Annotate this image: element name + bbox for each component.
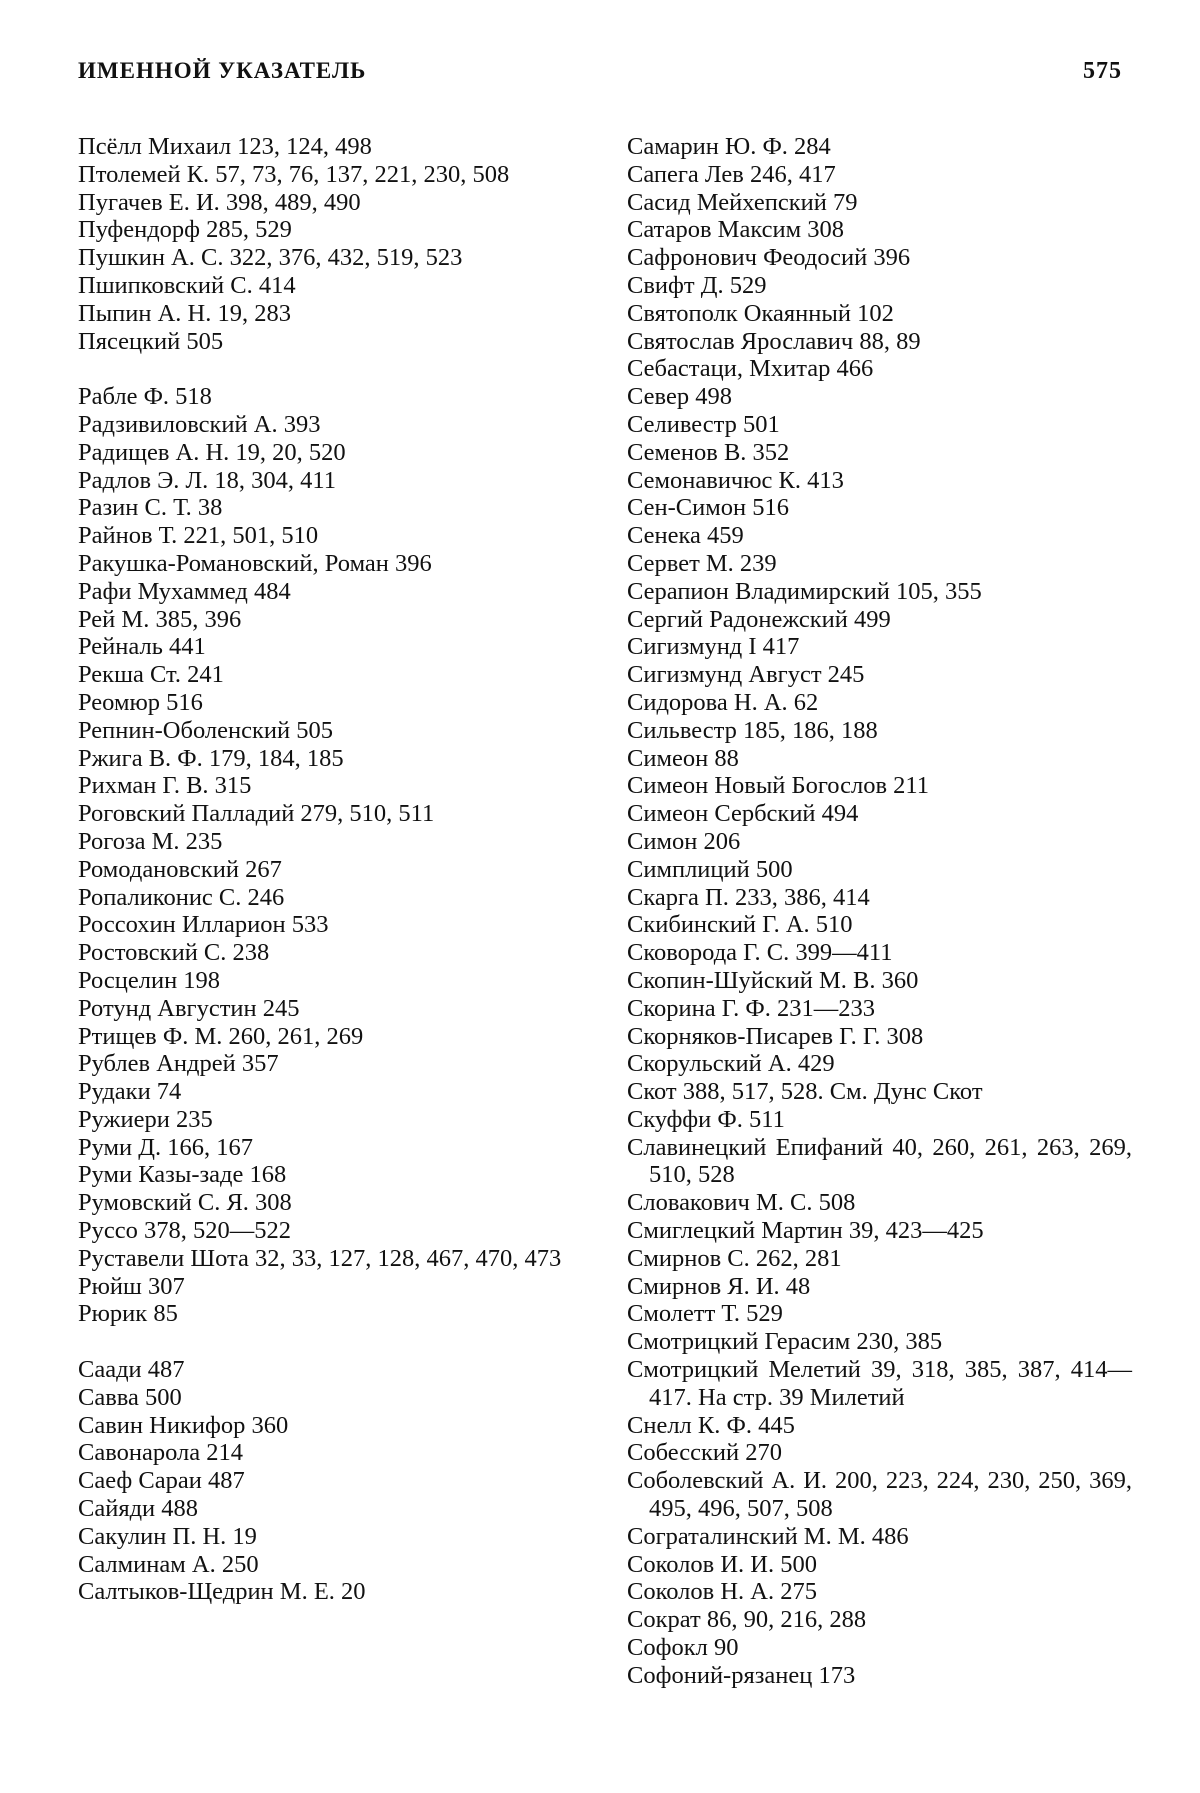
- index-entry: Серапион Владимирский 105, 355: [627, 577, 982, 605]
- index-entry: Рублев Андрей 357: [78, 1050, 279, 1078]
- index-entry: Саеф Сараи 487: [78, 1467, 245, 1495]
- index-entry: Сапега Лев 246, 417: [627, 160, 836, 188]
- index-entry: Симеон Новый Богослов 211: [627, 772, 930, 800]
- index-entry: Сафронович Феодосий 396: [627, 244, 911, 272]
- index-entry: Салминам А. 250: [78, 1550, 259, 1578]
- letter-group-gap: [78, 355, 583, 383]
- index-entry: Ротунд Августин 245: [78, 994, 300, 1022]
- index-entry: Сасид Мейхепский 79: [627, 188, 858, 216]
- index-entry: Салтыков-Щедрин М. Е. 20: [78, 1578, 366, 1606]
- index-entry: Рей М. 385, 396: [78, 605, 242, 633]
- index-entry: Реомюр 516: [78, 688, 203, 716]
- index-entry: Пясецкий 505: [78, 327, 224, 355]
- index-entry: Пушкин А. С. 322, 376, 432, 519, 523: [78, 244, 463, 272]
- index-entry: Ружиери 235: [78, 1105, 213, 1133]
- index-entry: Соколов Н. А. 275: [627, 1578, 817, 1606]
- index-entry: Софокл 90: [627, 1634, 739, 1662]
- running-head: [78, 58, 1122, 92]
- index-entry: Пшипковский С. 414: [78, 271, 296, 299]
- index-entry: Симеон 88: [627, 744, 739, 772]
- index-entry: Рабле Ф. 518: [78, 383, 212, 411]
- index-entry: Сковорода Г. С. 399—411: [627, 939, 893, 967]
- index-entry: Скорняков-Писарев Г. Г. 308: [627, 1022, 924, 1050]
- index-entry: Руставели Шота 32, 33, 127, 128, 467, 470, 473: [78, 1244, 562, 1272]
- index-entry: Скарга П. 233, 386, 414: [627, 883, 870, 911]
- index-entry: Смолетт Т. 529: [627, 1300, 783, 1328]
- index-entry: Сограталинский М. М. 486: [627, 1522, 909, 1550]
- index-entry: Савонарола 214: [78, 1439, 244, 1467]
- index-entry: Смиглецкий Мартин 39, 423—425: [627, 1217, 984, 1245]
- index-entry: Сенека 459: [627, 522, 744, 550]
- index-entry: Сакулин П. Н. 19: [78, 1522, 257, 1550]
- index-entry: Сигизмунд I 417: [627, 633, 800, 661]
- index-entry: Ростовский С. 238: [78, 939, 270, 967]
- index-entry: Свифт Д. 529: [627, 271, 767, 299]
- index-entry: Скорульский А. 429: [627, 1050, 835, 1078]
- index-entry: Сатаров Максим 308: [627, 216, 844, 244]
- index-entry: Софоний-рязанец 173: [627, 1661, 856, 1689]
- running-head-title: ИМЕННОЙ УКАЗАТЕЛЬ: [78, 58, 367, 83]
- index-entry: Смотрицкий Мелетий 39, 318, 385, 387, 414—417. На стр. 39 Милетий: [627, 1356, 1132, 1411]
- index-entry: Север 498: [627, 383, 732, 411]
- index-entry: Симон 206: [627, 827, 741, 855]
- index-entry: Пуфендорф 285, 529: [78, 216, 292, 244]
- index-entry: Рудаки 74: [78, 1078, 182, 1106]
- index-entry: Скорина Г. Ф. 231—233: [627, 994, 875, 1022]
- index-entry: Сайяди 488: [78, 1495, 199, 1523]
- index-entry: Святослав Ярославич 88, 89: [627, 327, 921, 355]
- index-entry: Скуффи Ф. 511: [627, 1105, 785, 1133]
- index-column-right: [627, 133, 1132, 1690]
- index-entry: Снелл К. Ф. 445: [627, 1411, 795, 1439]
- index-entry: Скибинский Г. А. 510: [627, 911, 853, 939]
- index-entry: Соколов И. И. 500: [627, 1550, 817, 1578]
- page-number: 575: [1083, 58, 1122, 84]
- index-entry: Симплиций 500: [627, 855, 793, 883]
- index-entry: Рекша Ст. 241: [78, 661, 224, 689]
- index-entry: Репнин-Оболенский 505: [78, 716, 333, 744]
- index-entry: Симеон Сербский 494: [627, 800, 859, 828]
- index-entry: Радлов Э. Л. 18, 304, 411: [78, 466, 337, 494]
- index-entry: Сен-Симон 516: [627, 494, 789, 522]
- index-entry: Райнов Т. 221, 501, 510: [78, 522, 319, 550]
- index-column-left: [78, 133, 583, 1606]
- index-entry: Сильвестр 185, 186, 188: [627, 716, 878, 744]
- index-entry: Семенов В. 352: [627, 438, 790, 466]
- index-entry: Радищев А. Н. 19, 20, 520: [78, 438, 346, 466]
- index-entry: Сидорова Н. А. 62: [627, 688, 819, 716]
- index-entry: Сократ 86, 90, 216, 288: [627, 1606, 867, 1634]
- index-entry: Руми Д. 166, 167: [78, 1133, 254, 1161]
- index-entry: Птолемей К. 57, 73, 76, 137, 221, 230, 508: [78, 160, 510, 188]
- index-entry: Себастаци, Мхитар 466: [627, 355, 874, 383]
- index-entry: Соболевский А. И. 200, 223, 224, 230, 250, 369, 495, 496, 507, 508: [627, 1467, 1132, 1523]
- index-entry: Рюйш 307: [78, 1272, 185, 1300]
- index-entry: Рогоза М. 235: [78, 827, 223, 855]
- index-entry: Разин С. Т. 38: [78, 494, 223, 522]
- index-entry: Савва 500: [78, 1383, 182, 1411]
- index-entry: Румовский С. Я. 308: [78, 1189, 292, 1217]
- index-entry: Роговский Палладий 279, 510, 511: [78, 800, 435, 828]
- index-entry: Россохин Илларион 533: [78, 911, 329, 939]
- index-entry: Семонавичюс К. 413: [627, 466, 844, 494]
- index-entry: Руми Казы-заде 168: [78, 1161, 287, 1189]
- index-entry: Рафи Мухаммед 484: [78, 577, 291, 605]
- index-entry: Пугачев Е. И. 398, 489, 490: [78, 188, 361, 216]
- index-entry: Сервет М. 239: [627, 549, 777, 577]
- index-entry: Словакович М. С. 508: [627, 1189, 856, 1217]
- index-entry: Сергий Радонежский 499: [627, 605, 891, 633]
- index-entry: Сигизмунд Август 245: [627, 661, 865, 689]
- index-entry: Ржига В. Ф. 179, 184, 185: [78, 744, 344, 772]
- index-entry: Рюрик 85: [78, 1300, 178, 1328]
- index-entry: Пыпин А. Н. 19, 283: [78, 299, 291, 327]
- index-entry: Славинецкий Епифаний 40, 260, 261, 263, 269, 510, 528: [627, 1133, 1132, 1189]
- index-entry: Святополк Окаянный 102: [627, 299, 894, 327]
- index-entry: Смирнов Я. И. 48: [627, 1272, 811, 1300]
- letter-group-gap: [78, 1328, 583, 1356]
- index-entry: Руссо 378, 520—522: [78, 1217, 291, 1245]
- index-entry: Селивестр 501: [627, 410, 780, 438]
- index-entry: Рейналь 441: [78, 633, 206, 661]
- index-entry: Савин Никифор 360: [78, 1411, 289, 1439]
- index-entry: Скопин-Шуйский М. В. 360: [627, 966, 919, 994]
- index-entry: Рихман Г. В. 315: [78, 772, 252, 800]
- index-entry: Саади 487: [78, 1356, 185, 1384]
- index-entry: Псёлл Михаил 123, 124, 498: [78, 133, 372, 160]
- index-entry: Скот 388, 517, 528. См. Дунс Скот: [627, 1078, 983, 1106]
- index-entry: Самарин Ю. Ф. 284: [627, 133, 831, 160]
- index-entry: Ракушка-Романовский, Роман 396: [78, 549, 432, 577]
- index-entry: Смотрицкий Герасим 230, 385: [627, 1328, 943, 1356]
- index-entry: Смирнов С. 262, 281: [627, 1244, 842, 1272]
- index-entry: Ртищев Ф. М. 260, 261, 269: [78, 1022, 364, 1050]
- index-entry: Ропаликонис С. 246: [78, 883, 285, 911]
- index-entry: Радзивиловский А. 393: [78, 410, 321, 438]
- index-entry: Росцелин 198: [78, 966, 221, 994]
- index-entry: Ромодановский 267: [78, 855, 282, 883]
- index-entry: Собесский 270: [627, 1439, 782, 1467]
